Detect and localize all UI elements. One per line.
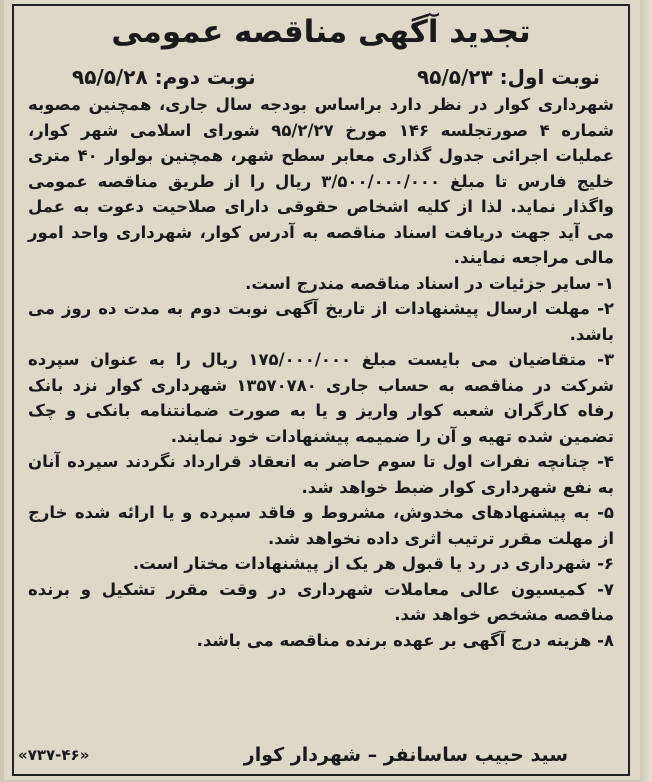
first-turn-date: نوبت اول: ۹۵/۵/۲۳ xyxy=(417,65,600,89)
notice-item-1: ۱- سایر جزئیات در اسناد مناقصه مندرج است. xyxy=(245,273,614,293)
notice-intro: شهرداری کوار در نظر دارد براساس بودجه سال جاری، همچنین مصوبه شماره ۴ صورتجلسه ۱۴۶ مورخ ۹۵/۲/۲۷ شورای اسلامی شهر کوار، عملیات اجرائی جدول گذاری معابر سطح شهر، همچنین بولوار ۴۰ متری خلیج فارس تا مبلغ ۳/۵۰۰/۰۰۰/۰۰۰ ریال را از طریق مناقصه عمومی واگذار نماید. لذا از کلیه اشخاص حقوقی دارای صلاحیت دعوت به عمل می آید جهت دریافت اسناد مناقصه به آدرس کوار، شهرداری واحد امور مالی مراجعه نمایند. xyxy=(28,95,614,267)
notice-code: «۷۳۷-۴۶» xyxy=(18,746,90,764)
notice-item-3: ۳- متقاضیان می بایست مبلغ ۱۷۵/۰۰۰/۰۰۰ ریال را به عنوان سپرده شرکت در مناقصه به حساب جاری ۱۳۵۷۰۷۸۰ شهرداری کوار نزد بانک رفاه کارگران شعبه کوار واریز و یا به صورت ضمانتنامه بانکی و چک تضمین شده تهیه و آن را ضمیمه پیشنهادات خود نمایند. xyxy=(28,350,615,446)
signature: سید حبیب ساسانفر – شهردار کوار xyxy=(243,744,568,766)
second-turn-date: نوبت دوم: ۹۵/۵/۲۸ xyxy=(72,65,256,89)
signature-line xyxy=(14,740,628,772)
page-edge xyxy=(640,0,652,782)
notice-body xyxy=(28,92,614,653)
notice-item-2: ۲- مهلت ارسال پیشنهادات از تاریخ آگهی نوبت دوم به مدت ده روز می باشد. xyxy=(28,299,614,344)
notice-item-5: ۵- به پیشنهادهای مخدوش، مشروط و فاقد سپرده و یا ارائه شده خارج از مهلت مقرر ترتیب اثری داده نخواهد شد. xyxy=(28,503,614,548)
notice-title: تجدید آگهی مناقصه عمومی xyxy=(111,14,531,50)
notice-item-8: ۸- هزینه درج آگهی بر عهده برنده مناقصه می باشد. xyxy=(196,630,614,650)
newspaper-clipping xyxy=(4,0,644,780)
notice-frame xyxy=(12,4,630,776)
notice-item-6: ۶- شهرداری در رد یا قبول هر یک از پیشنهادات مختار است. xyxy=(132,554,614,573)
notice-item-4: ۴- چنانچه نفرات اول تا سوم حاضر به انعقاد قرارداد نگردند سپرده آنان به نفع شهرداری کوار ضبط خواهد شد. xyxy=(28,452,614,497)
turn-dates xyxy=(32,62,610,92)
notice-item-7: ۷- کمیسیون عالی معاملات شهرداری در وقت مقرر تشکیل و برنده مناقصه مشخص خواهد شد. xyxy=(28,579,614,624)
